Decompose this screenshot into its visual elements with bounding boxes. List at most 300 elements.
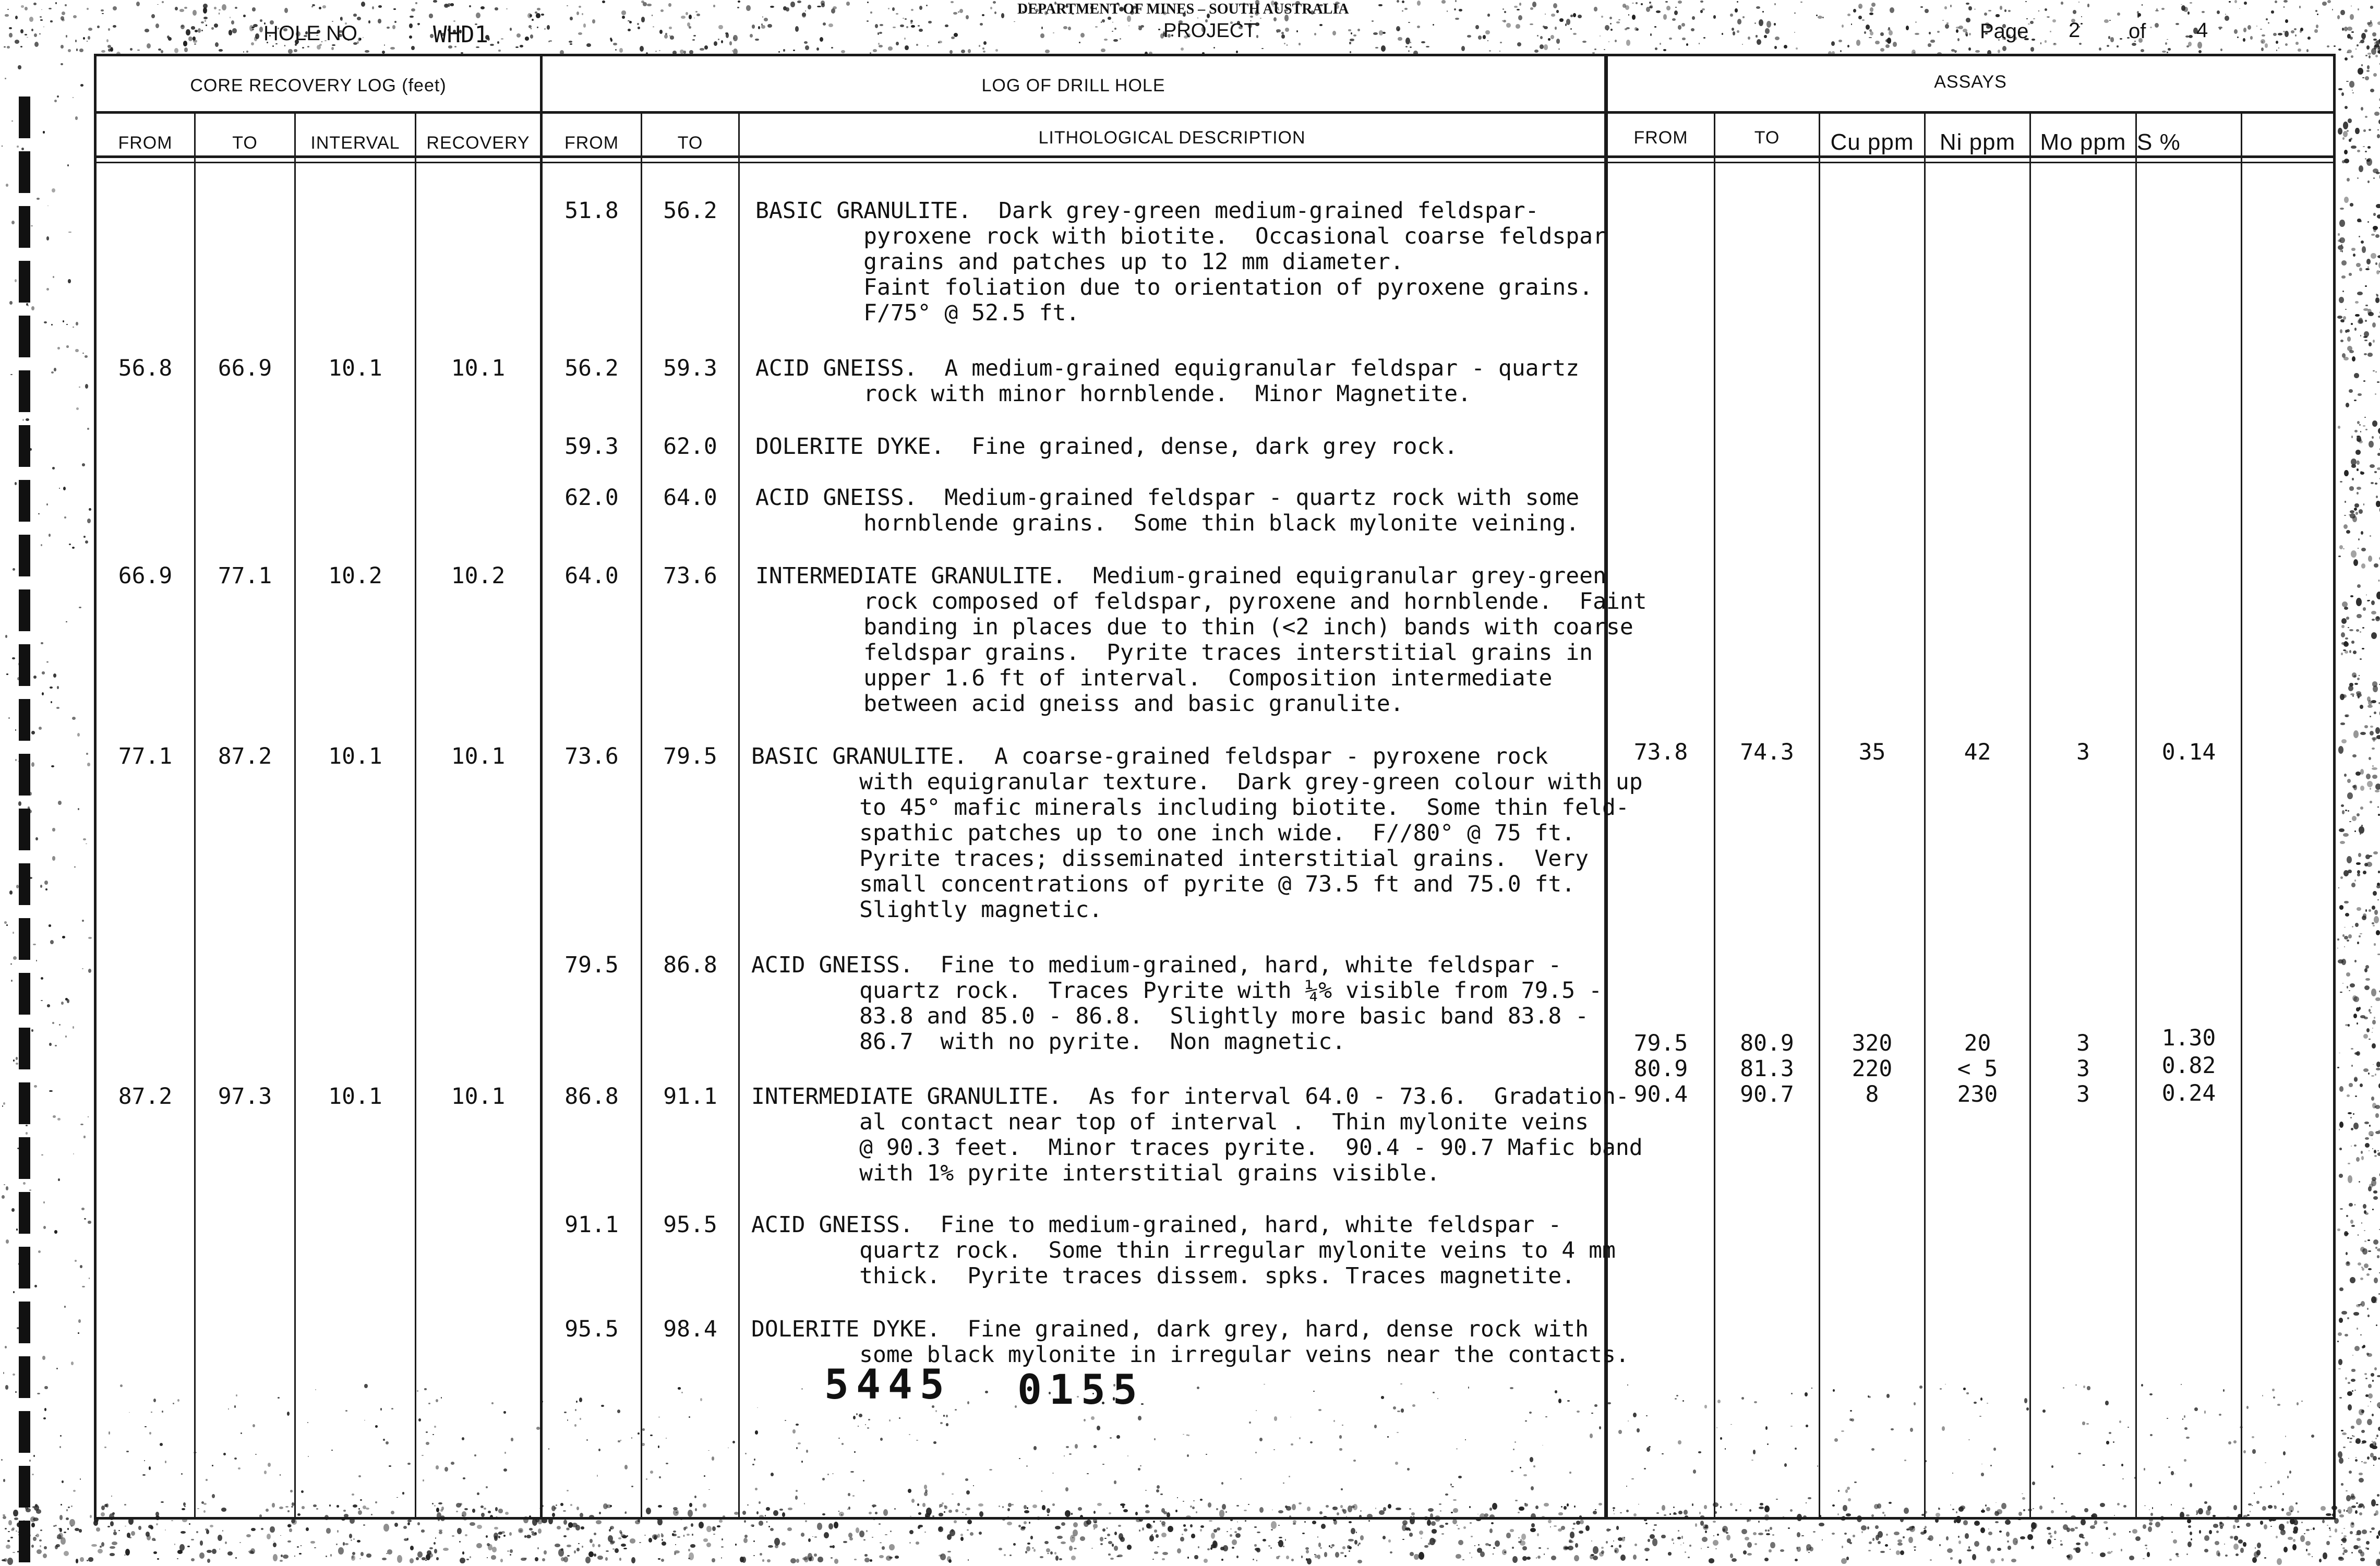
scan-speck: [2348, 934, 2352, 938]
scan-speck: [2371, 1373, 2374, 1376]
scan-speck: [674, 1550, 680, 1553]
scan-speck: [1405, 46, 1408, 47]
scan-speck: [5, 1346, 7, 1348]
scan-speck: [44, 321, 47, 323]
scan-speck: [761, 23, 763, 26]
scan-speck: [606, 1550, 609, 1552]
scan-speck: [7, 9, 9, 10]
scan-speck: [2105, 1401, 2109, 1405]
scan-speck: [2365, 978, 2370, 981]
scan-speck: [1154, 1438, 1156, 1440]
scan-speck: [16, 1228, 18, 1231]
scan-speck: [260, 19, 262, 22]
scan-speck: [916, 1541, 920, 1545]
scan-speck: [153, 1399, 156, 1402]
scan-speck: [1756, 35, 1757, 37]
scan-speck: [2351, 323, 2353, 325]
scan-speck: [358, 1475, 361, 1478]
scan-speck: [1660, 43, 1661, 45]
scan-speck: [211, 27, 214, 30]
scan-speck: [1625, 5, 1629, 10]
scan-speck: [2243, 1450, 2246, 1453]
scan-speck: [2357, 150, 2360, 152]
scan-speck: [2159, 1481, 2161, 1484]
scan-speck: [525, 37, 529, 40]
scan-speck: [157, 1558, 159, 1560]
scan-speck: [2353, 559, 2358, 566]
scan-speck: [2375, 393, 2376, 395]
scan-speck: [2305, 1541, 2311, 1546]
scan-speck: [2285, 31, 2289, 37]
scan-speck: [2146, 1548, 2147, 1549]
scan-speck: [157, 4, 158, 5]
scan-speck: [31, 306, 34, 310]
lith-description: ACID GNEISS. Medium-grained feldspar - quartz rock with some hornblende grains. Some thin black mylonite veining.: [755, 485, 1579, 536]
scan-speck: [66, 1517, 69, 1520]
scan-speck: [349, 1534, 352, 1538]
scan-speck: [1513, 1449, 1514, 1450]
scan-speck: [1177, 1497, 1179, 1498]
scan-speck: [34, 42, 39, 47]
scan-speck: [2306, 1529, 2309, 1531]
scan-speck: [1433, 24, 1434, 26]
scan-speck: [2286, 1512, 2291, 1516]
scan-speck: [1620, 1512, 1622, 1513]
scan-speck: [1831, 41, 1835, 46]
scan-speck: [537, 8, 540, 10]
scan-speck: [2148, 1526, 2152, 1532]
scan-speck: [1078, 1507, 1082, 1511]
scan-speck: [1713, 1540, 1718, 1546]
scan-speck: [236, 1394, 237, 1396]
scan-speck: [2371, 482, 2374, 485]
scan-speck: [1544, 44, 1547, 50]
scan-speck: [752, 1464, 754, 1465]
scan-speck: [1747, 1519, 1749, 1522]
scan-speck: [20, 29, 23, 34]
scan-speck: [2349, 821, 2351, 823]
scan-speck: [1594, 7, 1597, 11]
scan-speck: [436, 1399, 439, 1403]
scan-speck: [2377, 1402, 2380, 1408]
scan-speck: [576, 1507, 579, 1510]
scan-speck: [848, 1507, 850, 1510]
scan-speck: [498, 1509, 503, 1513]
scan-speck: [2374, 916, 2379, 923]
scan-speck: [84, 1218, 86, 1220]
scan-speck: [2363, 607, 2366, 610]
scan-speck: [194, 43, 196, 45]
scan-speck: [343, 1510, 346, 1512]
scan-speck: [1732, 28, 1735, 31]
scan-speck: [1791, 1393, 1793, 1394]
scan-speck: [2001, 1558, 2003, 1561]
scan-speck: [1636, 2, 1638, 4]
scan-speck: [2374, 563, 2378, 568]
scan-speck: [1439, 1525, 1444, 1527]
scan-speck: [222, 4, 226, 10]
scan-speck: [75, 1528, 79, 1532]
scan-speck: [1348, 1539, 1353, 1541]
scan-speck: [88, 1221, 91, 1224]
scan-speck: [2374, 112, 2379, 116]
scan-speck: [1084, 1419, 1086, 1422]
scan-speck: [2361, 1222, 2363, 1224]
scan-speck: [1767, 1443, 1769, 1445]
scan-speck: [15, 482, 17, 485]
scan-speck: [13, 568, 15, 571]
scan-speck: [2103, 1521, 2108, 1523]
scan-speck: [2187, 1541, 2192, 1547]
scan-speck: [2372, 1148, 2373, 1149]
scan-speck: [2135, 1536, 2141, 1541]
scan-speck: [35, 1504, 38, 1507]
scan-speck: [1663, 14, 1667, 20]
scan-speck: [2033, 1508, 2034, 1509]
scan-speck: [1200, 1529, 1202, 1532]
scan-speck: [669, 27, 672, 29]
scan-speck: [1471, 1536, 1473, 1537]
scan-speck: [916, 1440, 919, 1441]
scan-speck: [1063, 26, 1067, 29]
scan-speck: [2354, 683, 2358, 685]
scan-speck: [149, 1432, 151, 1435]
scan-speck: [2011, 1559, 2016, 1562]
scan-speck: [1381, 45, 1386, 52]
scan-speck: [872, 1537, 873, 1538]
scan-speck: [1341, 1488, 1343, 1490]
scan-speck: [2351, 248, 2355, 250]
scan-speck: [2375, 234, 2379, 238]
scan-speck: [2319, 1559, 2322, 1562]
scan-speck: [1521, 1534, 1526, 1540]
scan-speck: [1374, 1425, 1377, 1428]
scan-speck: [1927, 1538, 1930, 1540]
scan-speck: [436, 1508, 439, 1512]
scan-speck: [174, 48, 178, 53]
scan-speck: [1279, 1537, 1282, 1538]
scan-speck: [1410, 42, 1411, 43]
scan-speck: [1678, 1, 1682, 4]
scan-speck: [2026, 1407, 2028, 1411]
scan-speck: [1607, 29, 1608, 31]
scan-speck: [1567, 1503, 1569, 1507]
scan-speck: [1801, 1535, 1804, 1537]
scan-speck: [2152, 1507, 2153, 1509]
scan-speck: [1556, 10, 1559, 13]
scan-speck: [2361, 64, 2363, 66]
scan-speck: [2356, 1007, 2360, 1011]
scan-speck: [797, 1, 802, 4]
scan-speck: [1489, 50, 1491, 52]
scan-speck: [2363, 336, 2367, 338]
scan-speck: [2340, 1208, 2342, 1210]
scan-speck: [2344, 774, 2347, 777]
scan-speck: [2287, 1521, 2289, 1524]
scan-speck: [933, 1441, 936, 1444]
scan-speck: [108, 28, 110, 31]
scan-speck: [2033, 18, 2035, 20]
scan-speck: [2364, 1373, 2367, 1375]
scan-speck: [2345, 810, 2347, 812]
scan-speck: [2349, 1203, 2353, 1207]
scan-speck: [2345, 309, 2347, 310]
scan-speck: [1880, 32, 1884, 37]
scan-speck: [1471, 1557, 1472, 1558]
scan-speck: [21, 148, 24, 151]
scan-speck: [740, 1557, 743, 1562]
scan-speck: [49, 8, 52, 10]
scan-speck: [511, 1438, 513, 1441]
scan-speck: [1568, 1546, 1573, 1550]
scan-speck: [126, 1451, 128, 1452]
scan-speck: [456, 1511, 459, 1512]
scan-speck: [2357, 292, 2363, 295]
scan-speck: [64, 1306, 66, 1308]
scan-speck: [2250, 1511, 2251, 1512]
scan-speck: [895, 1556, 899, 1558]
scan-speck: [2247, 25, 2251, 30]
scan-speck: [1601, 16, 1603, 18]
scan-speck: [1607, 1402, 1610, 1404]
scan-speck: [1994, 1511, 1999, 1516]
scan-speck: [2312, 1556, 2313, 1557]
scan-speck: [1350, 51, 1351, 54]
scan-speck: [503, 1411, 506, 1414]
scan-speck: [555, 1544, 560, 1547]
scan-speck: [63, 320, 65, 323]
scan-speck: [280, 1474, 281, 1476]
scan-speck: [1760, 1503, 1763, 1505]
scan-speck: [2307, 1553, 2311, 1556]
scan-speck: [1730, 1424, 1732, 1425]
scan-speck: [1686, 43, 1688, 46]
scan-speck: [97, 26, 100, 29]
scan-speck: [944, 1505, 947, 1509]
scan-speck: [1606, 1528, 1610, 1532]
scan-speck: [311, 6, 313, 7]
scan-speck: [2329, 1529, 2331, 1531]
scan-speck: [179, 9, 184, 12]
scan-speck: [82, 1286, 85, 1287]
scan-speck: [1307, 1558, 1312, 1564]
scan-speck: [1388, 1539, 1391, 1543]
scan-speck: [2250, 36, 2253, 39]
scan-speck: [2363, 146, 2365, 148]
scan-speck: [909, 1530, 913, 1534]
scan-speck: [1677, 1537, 1681, 1539]
scan-speck: [2311, 1529, 2312, 1530]
scan-speck: [1491, 1522, 1494, 1524]
scan-speck: [1504, 11, 1506, 13]
scan-speck: [532, 1533, 537, 1536]
scan-speck: [942, 1502, 944, 1504]
scan-speck: [1351, 1528, 1355, 1534]
scan-speck: [911, 1499, 915, 1503]
scan-speck: [767, 1559, 771, 1562]
scan-speck: [760, 1553, 762, 1556]
scan-speck: [1530, 1457, 1533, 1462]
scan-speck: [1065, 1510, 1071, 1517]
scan-speck: [145, 1426, 146, 1427]
scan-speck: [866, 1530, 868, 1532]
scan-speck: [1956, 29, 1958, 33]
scan-speck: [1726, 1535, 1730, 1540]
scan-speck: [255, 1454, 257, 1455]
scan-speck: [1930, 1559, 1932, 1561]
scan-speck: [625, 1511, 627, 1514]
scan-speck: [241, 1432, 242, 1435]
scan-speck: [59, 1528, 62, 1532]
scan-speck: [863, 1539, 865, 1540]
scan-speck: [1996, 14, 2000, 17]
scan-speck: [646, 1508, 651, 1514]
scan-speck: [2342, 1432, 2347, 1435]
scan-speck: [1453, 1508, 1458, 1513]
scan-speck: [681, 1392, 683, 1393]
scan-speck: [1047, 1553, 1049, 1554]
scan-speck: [235, 1557, 237, 1559]
scan-speck: [1520, 1467, 1521, 1468]
scan-speck: [1730, 1553, 1733, 1558]
scan-speck: [1613, 1507, 1615, 1509]
scan-speck: [2374, 1155, 2377, 1157]
scan-speck: [2366, 259, 2371, 264]
scan-speck: [1184, 1528, 1187, 1532]
scan-speck: [2107, 45, 2110, 47]
scan-speck: [2367, 65, 2370, 69]
scan-speck: [2373, 1456, 2376, 1461]
scan-speck: [509, 1532, 512, 1536]
scan-speck: [1050, 1551, 1053, 1555]
scan-speck: [106, 39, 109, 42]
scan-speck: [2372, 922, 2374, 924]
scan-speck: [2351, 1225, 2355, 1227]
scan-speck: [1900, 1550, 1904, 1555]
scan-speck: [1544, 1503, 1549, 1507]
scan-speck: [1582, 41, 1587, 43]
scan-speck: [2376, 1504, 2378, 1505]
scan-speck: [2353, 254, 2355, 257]
scan-speck: [219, 1549, 221, 1550]
scan-speck: [2364, 968, 2367, 972]
scan-speck: [768, 1545, 773, 1548]
scan-speck: [2326, 1513, 2331, 1516]
scan-speck: [9, 301, 13, 305]
scan-speck: [59, 1515, 63, 1520]
scan-speck: [51, 765, 54, 767]
scan-speck: [2367, 1548, 2369, 1549]
scan-speck: [2156, 8, 2158, 10]
scan-speck: [978, 1503, 983, 1507]
scan-speck: [110, 1546, 115, 1549]
scan-speck: [759, 1501, 761, 1504]
scan-speck: [1559, 18, 1564, 21]
scan-speck: [1547, 1548, 1548, 1549]
scan-speck: [1832, 1533, 1835, 1535]
scan-speck: [1160, 1493, 1163, 1495]
scan-speck: [2376, 294, 2378, 297]
scan-speck: [1914, 1549, 1916, 1551]
scan-speck: [1093, 1445, 1097, 1448]
scan-speck: [1183, 1434, 1184, 1435]
scan-speck: [1232, 1539, 1237, 1545]
scan-speck: [2084, 1508, 2088, 1512]
scan-speck: [2378, 580, 2379, 582]
scan-speck: [2334, 45, 2336, 47]
scan-speck: [1614, 1513, 1615, 1514]
scan-speck: [1372, 20, 1374, 22]
scan-speck: [1120, 38, 1121, 39]
scan-speck: [1484, 1513, 1488, 1517]
scan-speck: [1747, 1553, 1752, 1556]
scan-speck: [695, 1508, 697, 1511]
scan-speck: [2348, 627, 2349, 628]
scan-speck: [1207, 1548, 1210, 1550]
scan-speck: [222, 1530, 223, 1532]
scan-speck: [1186, 1435, 1188, 1436]
scan-speck: [926, 5, 928, 6]
scan-speck: [2343, 1528, 2345, 1529]
scan-speck: [2265, 43, 2268, 48]
scan-speck: [2377, 21, 2380, 25]
scan-speck: [2233, 1505, 2238, 1510]
scan-speck: [946, 1415, 948, 1417]
scan-speck: [1290, 1417, 1292, 1418]
scan-speck: [1230, 1534, 1232, 1536]
scan-speck: [2370, 801, 2373, 803]
scan-speck: [2357, 487, 2361, 490]
project-label: PROJECT: [1163, 20, 1256, 42]
scan-speck: [29, 1189, 31, 1191]
scan-speck: [782, 1512, 785, 1516]
scan-speck: [1884, 1514, 1885, 1516]
scan-speck: [2268, 22, 2269, 23]
scan-speck: [951, 37, 955, 39]
scan-speck: [239, 1542, 241, 1543]
scan-speck: [43, 1226, 46, 1229]
scan-speck: [2204, 1411, 2206, 1413]
scan-speck: [1319, 24, 1323, 26]
scan-speck: [1713, 1521, 1716, 1523]
scan-speck: [206, 25, 207, 26]
scan-speck: [2149, 1393, 2153, 1395]
scan-speck: [2147, 1552, 2150, 1557]
scan-speck: [462, 1551, 465, 1555]
scan-speck: [383, 1524, 389, 1532]
scan-speck: [486, 1535, 488, 1538]
scan-speck: [1628, 1420, 1629, 1422]
scan-speck: [879, 45, 883, 47]
scan-speck: [80, 84, 84, 87]
scan-speck: [2070, 1528, 2075, 1532]
col-assay-from: FROM: [1608, 128, 1714, 148]
scan-speck: [510, 28, 512, 31]
scan-speck: [120, 1384, 123, 1387]
scan-speck: [1147, 1524, 1153, 1529]
scan-speck: [940, 1553, 946, 1560]
scan-speck: [2365, 116, 2367, 118]
scan-speck: [2121, 1549, 2123, 1551]
scan-speck: [218, 1535, 223, 1541]
scan-speck: [1979, 1416, 1982, 1417]
scan-speck: [856, 1413, 858, 1415]
scan-speck: [1033, 1446, 1037, 1450]
scan-speck: [230, 17, 231, 18]
scan-speck: [2360, 472, 2365, 475]
scan-speck: [1672, 18, 1676, 21]
scan-speck: [1042, 1505, 1046, 1510]
